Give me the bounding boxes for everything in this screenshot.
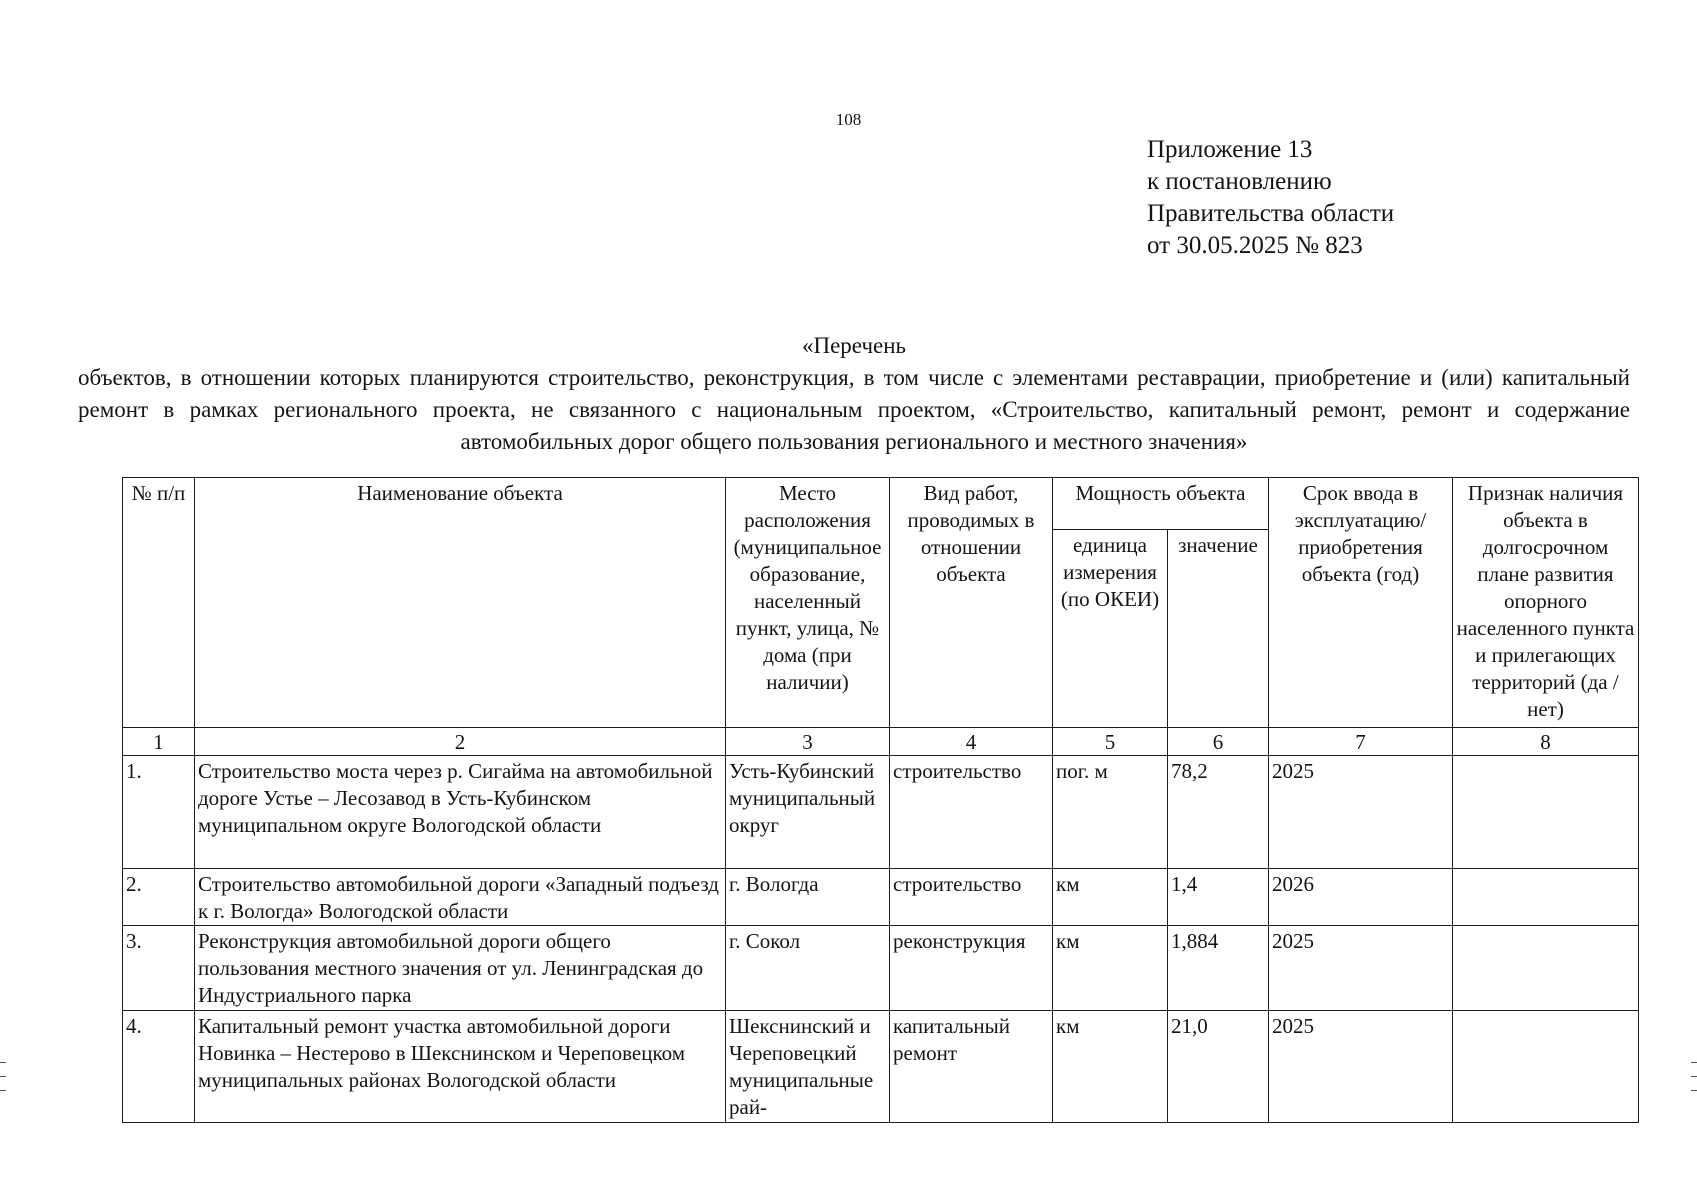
header-value: значение: [1168, 530, 1269, 728]
row-work-type: строительство: [890, 756, 1053, 869]
row-work-type: капитальный ремонт: [890, 1011, 1053, 1123]
row-unit: км: [1053, 869, 1168, 926]
column-number: 7: [1269, 728, 1453, 756]
crop-mark: [0, 1062, 6, 1063]
appendix-block: [1147, 134, 1394, 262]
header-name: Наименование объекта: [195, 478, 726, 728]
column-number: 6: [1168, 728, 1269, 756]
row-name: Строительство автомобильной дороги «Западный подъезд к г. Вологда» Вологодской области: [195, 869, 726, 926]
appendix-line: Правительства области: [1147, 200, 1395, 227]
crop-mark: [1691, 1076, 1697, 1077]
crop-mark: [1691, 1062, 1697, 1063]
row-plan-flag: [1453, 926, 1639, 1011]
header-plan-flag: Признак наличия объекта в долгосрочном плане развития опорного населенного пункта и прилегающих территорий (да / нет): [1453, 478, 1639, 728]
table-row: [123, 1011, 1639, 1123]
row-location: Усть-Кубинский муниципальный округ: [726, 756, 890, 869]
title-heading: «Перечень: [801, 333, 907, 358]
row-num: 3.: [123, 926, 195, 1011]
appendix-line: Приложение 13: [1147, 136, 1313, 163]
row-plan-flag: [1453, 756, 1639, 869]
row-num: 4.: [123, 1011, 195, 1123]
table-row: [123, 926, 1639, 1011]
header-location: Место расположения (муниципальное образование, населенный пункт, улица, № дома (при наличии): [726, 478, 890, 728]
header-work-type: Вид работ, проводимых в отношении объекта: [890, 478, 1053, 728]
row-deadline: 2026: [1269, 869, 1453, 926]
column-number: 4: [890, 728, 1053, 756]
row-location: г. Вологда: [726, 869, 890, 926]
row-value: 78,2: [1168, 756, 1269, 869]
column-numbers-row: [123, 728, 1639, 756]
row-work-type: строительство: [890, 869, 1053, 926]
table-row: [123, 869, 1639, 926]
crop-mark: [1691, 1090, 1697, 1091]
document-title: [78, 330, 1630, 458]
row-name: Капитальный ремонт участка автомобильной дороги Новинка – Нестерово в Шекснинском и Череповецком муниципальных районах Вологодской области: [195, 1011, 726, 1123]
row-unit: км: [1053, 926, 1168, 1011]
table-header-row: [123, 478, 1639, 530]
column-number: 1: [123, 728, 195, 756]
appendix-line: от 30.05.2025 № 823: [1147, 232, 1363, 259]
row-value: 21,0: [1168, 1011, 1269, 1123]
page-number: 108: [835, 110, 862, 129]
appendix-line: к постановлению: [1147, 168, 1332, 195]
objects-table: [122, 477, 1639, 1123]
row-work-type: реконструкция: [890, 926, 1053, 1011]
row-unit: пог. м: [1053, 756, 1168, 869]
row-plan-flag: [1453, 869, 1639, 926]
column-number: 2: [195, 728, 726, 756]
row-location: Шекснинский и Череповецкий муниципальные рай-: [726, 1011, 890, 1123]
header-deadline: Срок ввода в эксплуатацию/приобретения объекта (год): [1269, 478, 1453, 728]
row-deadline: 2025: [1269, 756, 1453, 869]
header-unit: единица измерения (по ОКЕИ): [1053, 530, 1168, 728]
row-num: 2.: [123, 869, 195, 926]
row-deadline: 2025: [1269, 926, 1453, 1011]
header-num: № п/п: [123, 478, 195, 728]
table-row: [123, 756, 1639, 869]
header-capacity: Мощность объекта: [1053, 478, 1269, 530]
column-number: 8: [1453, 728, 1639, 756]
crop-mark: [0, 1090, 6, 1091]
column-number: 5: [1053, 728, 1168, 756]
row-plan-flag: [1453, 1011, 1639, 1123]
row-unit: км: [1053, 1011, 1168, 1123]
crop-mark: [0, 1076, 6, 1077]
row-value: 1,4: [1168, 869, 1269, 926]
row-value: 1,884: [1168, 926, 1269, 1011]
column-number: 3: [726, 728, 890, 756]
row-location: г. Сокол: [726, 926, 890, 1011]
row-name: Реконструкция автомобильной дороги общего пользования местного значения от ул. Ленинградская до Индустриального парка: [195, 926, 726, 1011]
row-deadline: 2025: [1269, 1011, 1453, 1123]
row-name: Строительство моста через р. Сигайма на автомобильной дороге Устье – Лесозавод в Усть-Кубинском муниципальном округе Вологодской области: [195, 756, 726, 869]
row-num: 1.: [123, 756, 195, 869]
title-description: объектов, в отношении которых планируются строительство, реконструкция, в том числе с элементами реставрации, приобретение и (или) капитальный ремонт в рамках регионального проекта, не связанного с национальным проектом, «Строительство, капитальный ремонт, ремонт и содержание автомобильных дорог общего пользования регионального и местного значения»: [78, 365, 1630, 454]
